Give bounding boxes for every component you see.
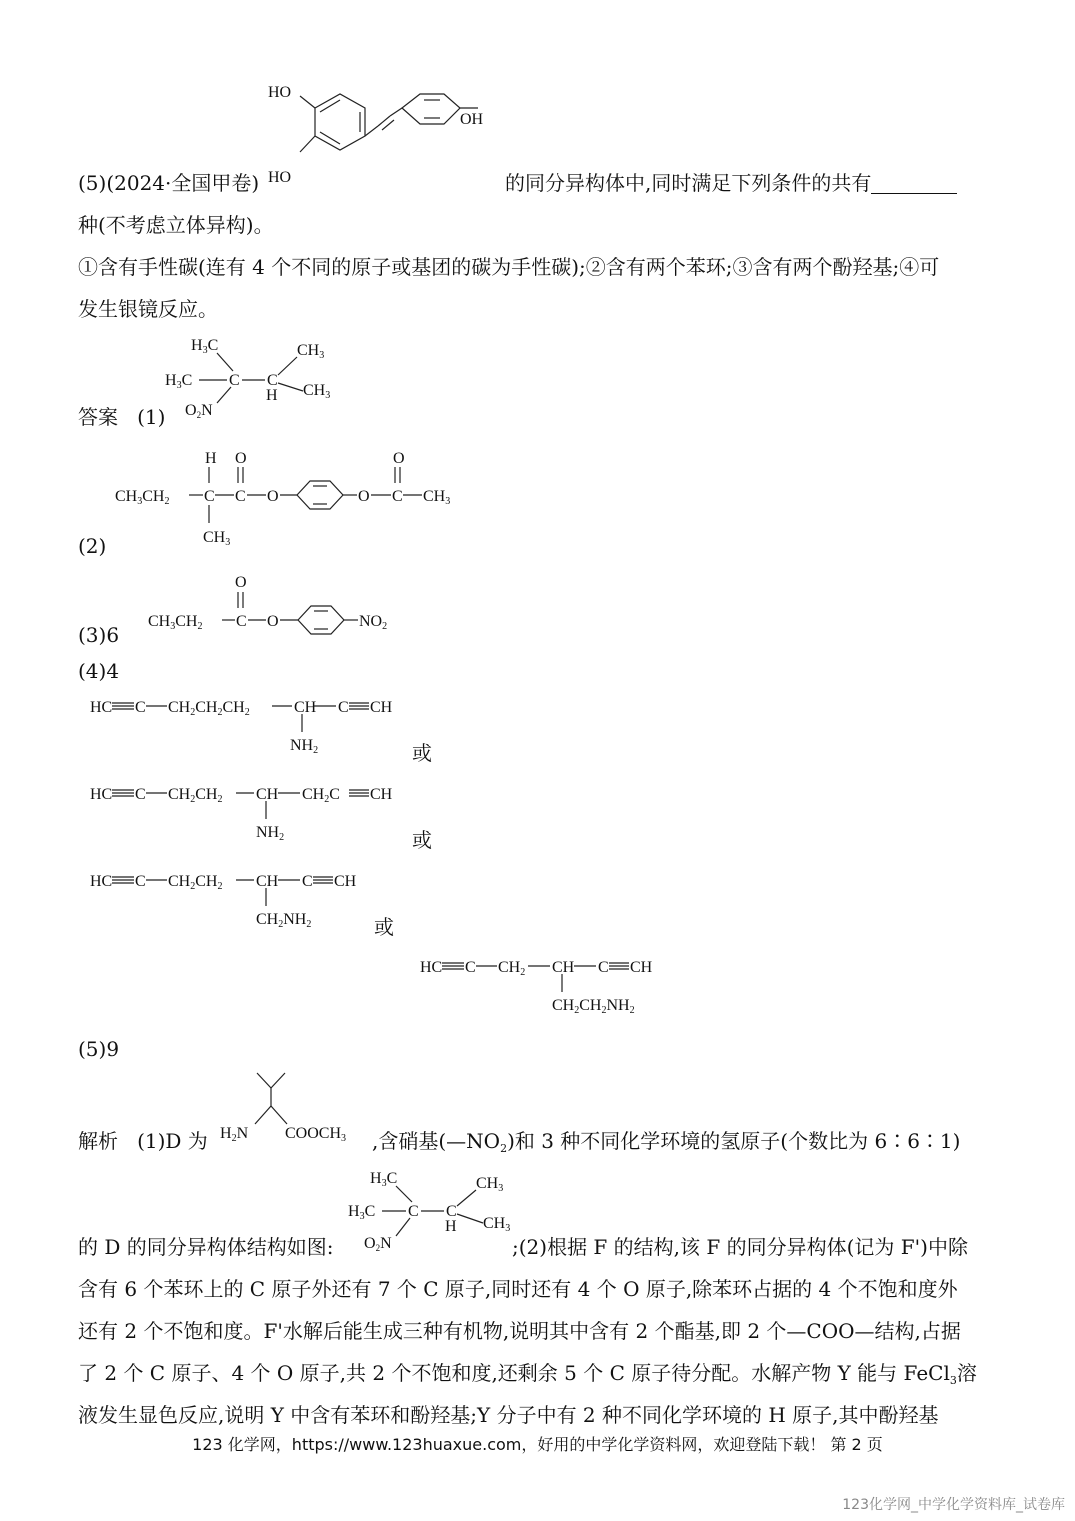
answer4-structure-b (90, 779, 410, 849)
svg-text:NH2: NH2 (290, 737, 319, 756)
svg-text:CH2CH2: CH2CH2 (168, 786, 223, 805)
answer2-structure (115, 445, 465, 548)
answer4-structure-a (90, 692, 410, 762)
svg-text:NH2: NH2 (256, 824, 285, 843)
analysis-label: 解析 (1)D 为 (78, 1129, 208, 1153)
svg-text:C: C (135, 786, 146, 803)
svg-text:O2N: O2N (364, 1235, 392, 1253)
svg-text:O: O (358, 488, 370, 505)
svg-text:H2N: H2N (220, 1125, 249, 1144)
svg-text:CH: CH (294, 699, 317, 716)
answer-label: 答案 (1) (78, 405, 166, 429)
isomer-structure (348, 1168, 528, 1253)
svg-text:CH2C: CH2C (302, 786, 340, 805)
svg-text:HC: HC (90, 786, 113, 803)
svg-text:O: O (267, 488, 279, 505)
svg-text:C: C (236, 613, 247, 630)
svg-text:H3C: H3C (191, 337, 219, 356)
analysis-line2b: ;(2)根据 F 的结构,该 F 的同分异构体(记为 F')中除 (512, 1235, 968, 1259)
analysis-line4: 还有 2 个不饱和度。F'水解后能生成三种有机物,说明其中含有 2 个酯基,即 2 个—COO—结构,占据 (78, 1319, 961, 1343)
svg-text:CH3CH2: CH3CH2 (148, 613, 203, 632)
svg-text:NO2: NO2 (359, 613, 388, 632)
svg-text:C: C (598, 959, 609, 976)
q5-prefix: (5)(2024·全国甲卷) (78, 171, 260, 195)
oh-label-bottom: HO (268, 169, 292, 186)
q5-cond1: ①含有手性碳(连有 4 个不同的原子或基团的碳为手性碳);②含有两个苯环;③含有两个酚羟基;④可 (78, 255, 940, 279)
analysis-line5: 了 2 个 C 原子、4 个 O 原子,共 2 个不饱和度,还剩余 5 个 C 原子待分配。水解产物 Y 能与 FeCl$_3$溶 (78, 1361, 977, 1387)
svg-text:COOCH3: COOCH3 (285, 1125, 347, 1144)
svg-text:H: H (205, 450, 217, 467)
svg-text:CH3: CH3 (203, 529, 231, 548)
svg-text:C: C (392, 488, 403, 505)
svg-text:CH3: CH3 (423, 488, 451, 507)
analysis-line6: 液发生显色反应,说明 Y 中含有苯环和酚羟基;Y 分子中有 2 种不同化学环境的 H 原子,其中酚羟基 (78, 1403, 939, 1427)
svg-text:H3C: H3C (370, 1170, 398, 1189)
answer4-structure-d (420, 952, 680, 1022)
svg-text:CH: CH (256, 873, 279, 890)
answer-blank (871, 175, 957, 194)
answer4-num: (4)4 (78, 659, 120, 683)
svg-text:O: O (267, 613, 279, 630)
answer2-num: (2) (78, 534, 107, 558)
svg-text:CH3: CH3 (297, 342, 325, 361)
answer3-structure (148, 570, 408, 640)
svg-text:CH: CH (370, 699, 393, 716)
oh-label-top: HO (268, 84, 292, 101)
answer3-num: (3)6 (78, 623, 120, 647)
stilbene-structure (260, 78, 510, 188)
or-1: 或 (412, 741, 432, 765)
svg-text:C: C (235, 488, 246, 505)
svg-text:C: C (338, 699, 349, 716)
q5-text: 的同分异构体中,同时满足下列条件的共有 (505, 170, 957, 196)
svg-text:CH2CH2: CH2CH2 (168, 873, 223, 892)
svg-text:H: H (266, 387, 278, 404)
svg-text:CH: CH (334, 873, 357, 890)
svg-text:CH3CH2: CH3CH2 (115, 488, 170, 507)
svg-text:CH3: CH3 (476, 1175, 504, 1194)
svg-text:CH2CH2NH2: CH2CH2NH2 (552, 997, 635, 1016)
svg-text:HC: HC (90, 873, 113, 890)
analysis-line1: ,含硝基$(—NO_2)$和 3 种不同化学环境的氢原子(个数比为 6∶6∶1) (372, 1129, 961, 1155)
svg-text:H3C: H3C (348, 1203, 376, 1222)
q5-cond2: 发生银镜反应。 (78, 297, 218, 321)
analysis-line2a: 的 D 的同分异构体结构如图: (78, 1235, 334, 1259)
svg-text:C: C (204, 488, 215, 505)
svg-text:O: O (235, 450, 247, 467)
svg-text:C: C (302, 873, 313, 890)
svg-text:H3C: H3C (165, 372, 193, 391)
or-3: 或 (374, 915, 394, 939)
analysis-line3: 含有 6 个苯环上的 C 原子外还有 7 个 C 原子,同时还有 4 个 O 原子,除苯环占据的 4 个不饱和度外 (78, 1277, 958, 1301)
svg-text:C: C (446, 1203, 457, 1220)
svg-text:CH: CH (370, 786, 393, 803)
svg-text:CH3: CH3 (303, 382, 331, 401)
compound-d-structure (215, 1068, 375, 1148)
svg-text:CH: CH (256, 786, 279, 803)
or-2: 或 (412, 828, 432, 852)
svg-text:C: C (135, 873, 146, 890)
svg-text:O: O (235, 574, 247, 591)
svg-text:CH: CH (552, 959, 575, 976)
svg-text:O2N: O2N (185, 402, 213, 420)
svg-text:HC: HC (420, 959, 443, 976)
q5-line2: 种(不考虑立体异构)。 (78, 213, 274, 237)
svg-text:C: C (135, 699, 146, 716)
svg-text:CH: CH (630, 959, 653, 976)
page-footer: 123 化学网，https://www.123huaxue.com，好用的中学化学资料网，欢迎登陆下载！ 第 2 页 (192, 1435, 883, 1454)
answer1-structure (165, 335, 345, 425)
svg-text:CH2: CH2 (498, 959, 526, 978)
svg-text:CH2CH2CH2: CH2CH2CH2 (168, 699, 250, 718)
svg-text:CH3: CH3 (483, 1215, 511, 1234)
svg-text:C: C (267, 372, 278, 389)
svg-text:CH2NH2: CH2NH2 (256, 911, 312, 930)
watermark: 123化学网_中学化学资料库_试卷库 (842, 1497, 1065, 1513)
svg-text:H: H (445, 1218, 457, 1235)
svg-text:HC: HC (90, 699, 113, 716)
answer4-structure-c (90, 866, 390, 936)
oh-label-right: OH (460, 111, 484, 128)
svg-text:C: C (465, 959, 476, 976)
answer5-num: (5)9 (78, 1037, 120, 1061)
svg-text:C: C (408, 1203, 419, 1220)
svg-text:C: C (229, 372, 240, 389)
svg-text:O: O (393, 450, 405, 467)
